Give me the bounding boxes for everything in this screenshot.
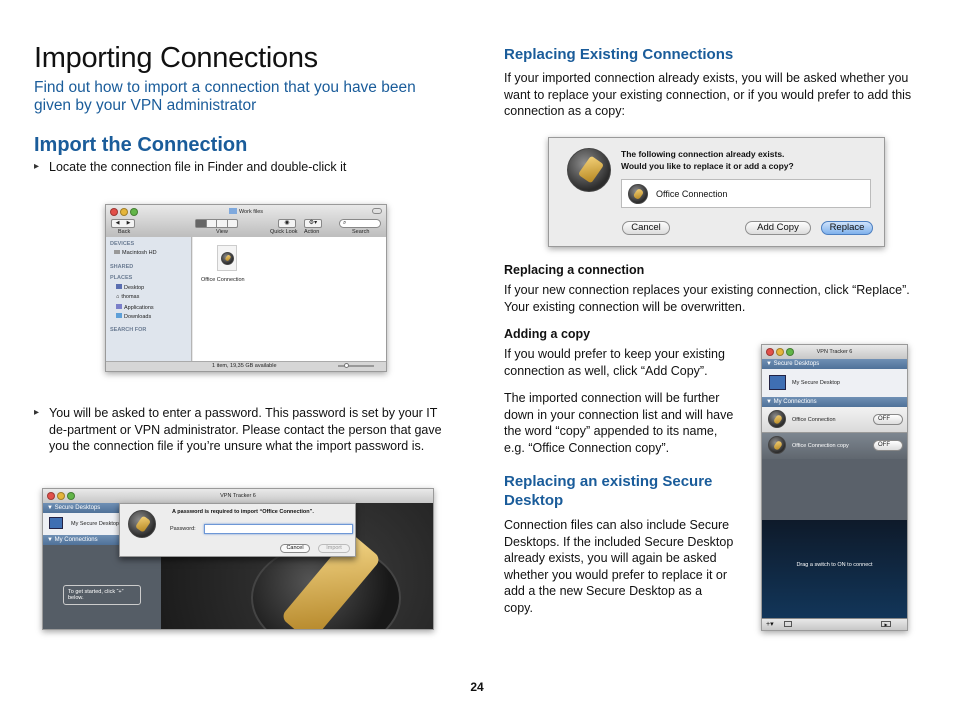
secure-desktop-item[interactable] <box>762 369 907 397</box>
page-subtitle: Find out how to import a connection that you have been given by your VPN administrator <box>34 79 416 114</box>
my-connections-header[interactable]: ▼ My Connections <box>762 397 907 407</box>
zoom-button[interactable] <box>67 492 75 500</box>
zoom-button[interactable] <box>786 348 794 356</box>
replace-dialog <box>548 137 885 247</box>
connection-row[interactable] <box>762 433 907 459</box>
window-title: VPN Tracker 6 <box>220 493 256 499</box>
secure-desktops-header[interactable]: ▼ Secure Desktops <box>762 359 907 369</box>
list-view-icon[interactable] <box>206 220 217 227</box>
search-icon: ⌕ <box>343 220 347 226</box>
places-header: PLACES <box>110 275 133 281</box>
cancel-button[interactable]: Cancel <box>622 221 670 235</box>
connection-detail-area <box>762 520 907 620</box>
password-label: Password: <box>170 526 196 532</box>
sidebar-item-thomas[interactable] <box>116 294 139 300</box>
vpn-lock-icon <box>567 148 611 192</box>
my-connections-header[interactable]: ▼ My Connections <box>43 535 161 545</box>
connection-name: Office Connection <box>656 189 728 199</box>
connection-row[interactable] <box>762 407 907 433</box>
secure-desktop-label: My Secure Desktop <box>792 380 840 386</box>
file-name[interactable]: Office Connection <box>201 277 245 283</box>
section-label: Secure Desktops <box>54 505 101 511</box>
section-label: Secure Desktops <box>773 361 820 367</box>
sidebar-item-downloads[interactable] <box>116 313 151 320</box>
vpn-lock-icon <box>128 510 156 538</box>
replace-intro-text: If your imported connection already exists, you will be asked whether you want to replace your existing connection, or if you would prefer to add this connection as a copy: <box>504 71 912 118</box>
secure-desktop-icon <box>49 517 63 529</box>
bottom-toolbar <box>762 618 907 630</box>
sidebar-item-macintosh-hd[interactable] <box>114 250 157 256</box>
close-button[interactable] <box>766 348 774 356</box>
replace-message-line2: Would you like to replace it or add a copy? <box>621 161 794 171</box>
add-connection-icon[interactable]: +▾ <box>766 621 774 628</box>
window-title: VPN Tracker 6 <box>816 349 853 355</box>
search-for-header: SEARCH FOR <box>110 327 147 333</box>
sidebar-label: Applications <box>124 305 154 311</box>
quicklook-label: Quick Look <box>270 229 298 235</box>
back-label: Back <box>118 229 131 235</box>
password-input[interactable] <box>204 524 353 534</box>
info-icon[interactable] <box>784 621 792 627</box>
vpn-tracker-password-window <box>42 488 434 630</box>
connection-preview-box <box>621 179 871 208</box>
section-label: My Connections <box>773 399 817 405</box>
vpn-lock-icon <box>221 252 234 265</box>
replacing-existing-heading: Replacing Existing Connections <box>504 46 734 63</box>
status-text: 1 item, 19,35 GB available <box>212 363 277 369</box>
replacing-connection-title: Replacing a connection <box>504 263 645 277</box>
back-arrow-icon[interactable]: ◀ <box>115 220 120 226</box>
adding-copy-text-2: The imported connection will be further down in your connection list and will have the word “copy” appended to its name, e.g. “Office Connection copy”. <box>504 391 734 455</box>
toolbar-toggle-button[interactable] <box>372 208 382 214</box>
connection-file-icon[interactable] <box>217 245 237 271</box>
desktop-icon <box>116 284 122 289</box>
bullet-locate-file: ▸ Locate the connection file in Finder and double-click it <box>34 159 454 176</box>
page-number: 24 <box>470 680 484 694</box>
connection-toggle[interactable]: OFF <box>873 414 903 425</box>
icon-size-slider[interactable] <box>338 365 374 367</box>
cancel-button[interactable]: Cancel <box>280 544 310 553</box>
secure-desktop-label: My Secure Desktop <box>71 521 119 527</box>
view-label: View <box>216 229 228 235</box>
downloads-icon <box>116 313 122 318</box>
finder-window <box>105 204 387 372</box>
connection-icon <box>628 184 648 204</box>
sidebar-label: Macintosh HD <box>122 250 157 256</box>
connection-icon <box>768 436 786 454</box>
replacing-secure-desktop-heading: Replacing an existing Secure Desktop <box>504 473 713 509</box>
column-view-icon[interactable] <box>216 220 227 227</box>
sidebar-label: Desktop <box>124 285 145 291</box>
log-icon[interactable]: ▶ <box>881 621 891 627</box>
connection-name: Office Connection copy <box>792 443 849 449</box>
back-forward-buttons[interactable] <box>111 219 135 228</box>
import-button[interactable]: Import <box>318 544 350 553</box>
view-mode-buttons[interactable] <box>195 219 238 228</box>
folder-icon <box>229 208 237 214</box>
replace-message-line1: The following connection already exists. <box>621 149 785 159</box>
drag-hint: Drag a switch to ON to connect <box>796 562 873 568</box>
bullet-password: ▸ You will be asked to enter a password. This password is set by your IT de-partment or VPN administrator. Please contact the person that gave you the connection file if you’re unsure what the import password is. <box>34 405 454 455</box>
replacing-connection-text: If your new connection replaces your existing connection, click “Replace”. Your existing connection will be overwritten. <box>504 283 910 314</box>
adding-copy-text-1: If you would prefer to keep your existing connection as well, click “Add Copy”. <box>504 347 725 378</box>
coverflow-view-icon[interactable] <box>227 220 238 227</box>
slider-knob[interactable] <box>344 363 349 368</box>
secure-desktop-text: Connection files can also include Secure Desktops. If the included Secure Desktop already exists, you will again be asked whether you would prefer to replace it or add a the new Secure Desktop as a copy. <box>504 518 734 615</box>
action-label: Action <box>304 229 320 235</box>
finder-sidebar <box>106 237 192 363</box>
secure-desktop-icon <box>769 375 786 390</box>
replace-button[interactable]: Replace <box>821 221 873 235</box>
password-sheet <box>119 503 356 557</box>
finder-title: Work files <box>238 209 264 215</box>
quicklook-eye-icon[interactable]: ◉ <box>278 219 296 228</box>
sidebar-label: Downloads <box>124 314 152 320</box>
vpn-tracker-window <box>761 344 908 631</box>
minimize-button[interactable] <box>57 492 65 500</box>
close-button[interactable] <box>47 492 55 500</box>
connection-toggle[interactable]: OFF <box>873 440 903 451</box>
finder-statusbar <box>106 361 386 371</box>
icon-view-icon[interactable] <box>196 220 206 227</box>
add-copy-button[interactable]: Add Copy <box>745 221 811 235</box>
getting-started-tooltip: To get started, click “+” below. <box>63 585 141 605</box>
forward-arrow-icon[interactable]: ▶ <box>126 220 131 226</box>
shared-header: SHARED <box>110 264 134 270</box>
connection-icon <box>768 410 786 428</box>
search-field[interactable] <box>339 219 381 228</box>
secure-desktops-header[interactable]: ▼ Secure Desktops <box>43 503 161 513</box>
page-title: Importing Connections <box>34 42 318 74</box>
devices-header: DEVICES <box>110 241 135 247</box>
password-prompt: A password is required to import “Office Connection”. <box>172 509 314 515</box>
adding-copy-title: Adding a copy <box>504 327 591 341</box>
action-gear-icon[interactable]: ⚙▾ <box>304 219 322 228</box>
hard-drive-icon <box>114 250 120 254</box>
search-label: Search <box>352 229 370 235</box>
home-icon: ⌂ <box>116 294 120 300</box>
applications-icon <box>116 304 122 309</box>
sidebar-label: thomas <box>121 294 140 300</box>
minimize-button[interactable] <box>776 348 784 356</box>
import-heading: Import the Connection <box>34 134 248 156</box>
section-label: My Connections <box>54 537 98 543</box>
sidebar-item-desktop[interactable] <box>116 284 144 291</box>
connection-name: Office Connection <box>792 417 836 423</box>
sidebar-item-applications[interactable] <box>116 304 154 311</box>
finder-content <box>193 237 386 363</box>
